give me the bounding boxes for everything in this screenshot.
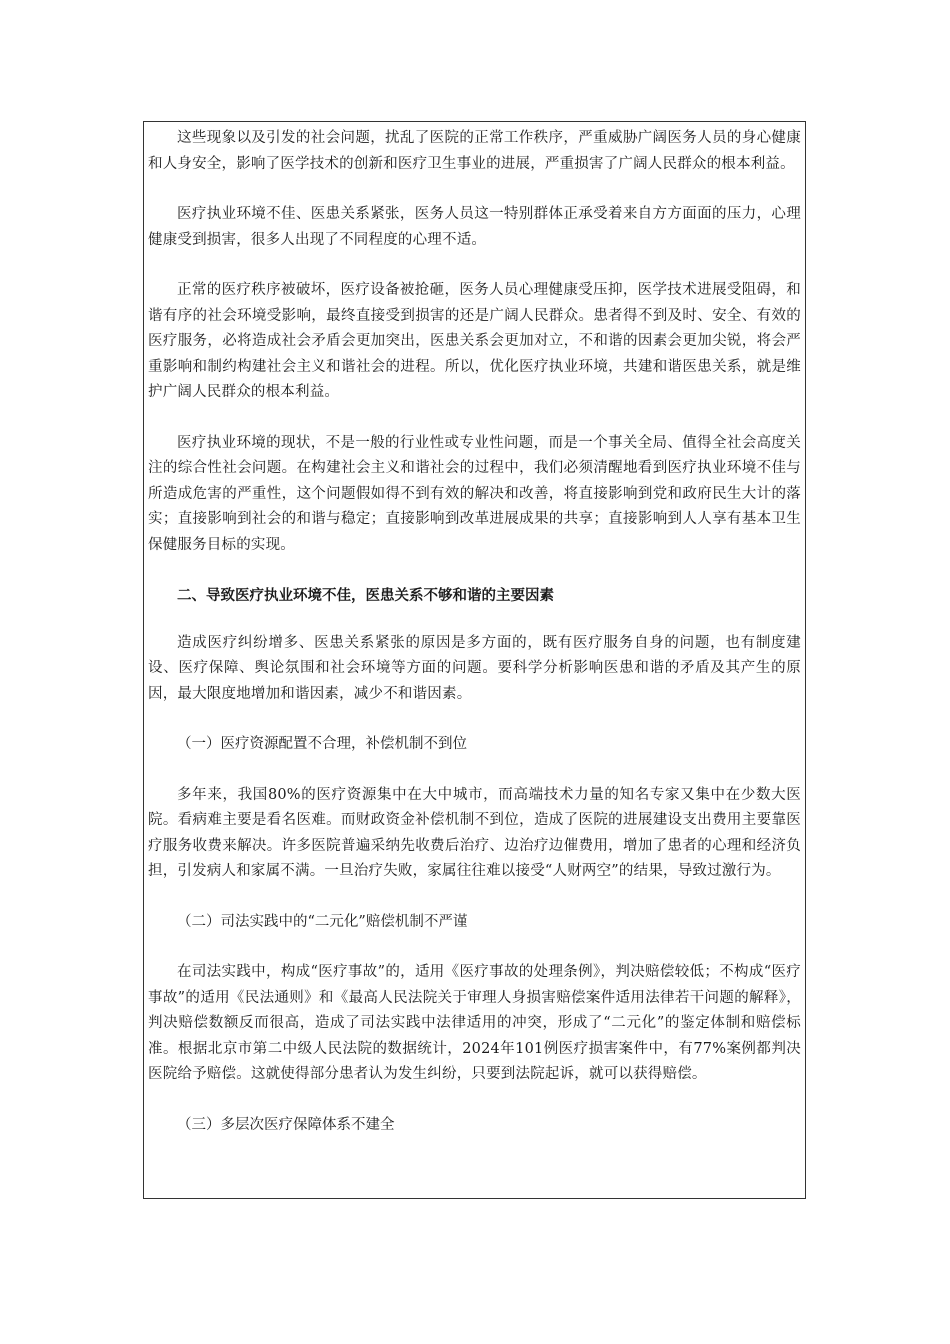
spacer <box>148 1088 801 1113</box>
spacer <box>148 707 801 732</box>
paragraph-social-problems: 这些现象以及引发的社会问题，扰乱了医院的正常工作秩序，严重威胁广阔医务人员的身心健康和人身安全，影响了医学技术的创新和医疗卫生事业的进展，严重损害了广阔人民群众的根本利益。 <box>148 130 801 172</box>
document-frame <box>143 121 806 1199</box>
paragraph-order-damaged: 正常的医疗秩序被破坏，医疗设备被抢砸，医务人员心理健康受压抑，医学技术进展受阻碍，和谐有序的社会环境受影响，最终直接受到损害的还是广阔人民群众。患者得不到及时、安全、有效的医疗服务，必将造成社会矛盾会更加突出，医患关系会更加对立，不和谐的因素会更加尖锐，将会严重影响和制约构建社会主义和谐社会的进程。所以，优化医疗执业环境，共建和谐医患关系，就是维护广阔人民群众的根本利益。 <box>148 282 801 400</box>
paragraph-staff-pressure: 医疗执业环境不佳、医患关系紧张，医务人员这一特别群体正承受着来自方方面面的压力，心理健康受到损害，很多人出现了不同程度的心理不适。 <box>148 206 801 248</box>
spacer <box>148 935 801 960</box>
paragraph-current-situation: 医疗执业环境的现状，不是一般的行业性或专业性问题，而是一个事关全局、值得全社会高度关注的综合性社会问题。在构建社会主义和谐社会的过程中，我们必须清醒地看到医疗执业环境不佳与所造成危害的严重性，这个问题假如得不到有效的解决和改善，将直接影响到党和政府民生大计的落实；直接影响到社会的和谐与稳定；直接影响到改革进展成果的共享；直接影响到人人享有基本卫生保健服务目标的实现。 <box>148 434 801 553</box>
subheading-medical-security: （三）多层次医疗保障体系不建全 <box>177 1116 395 1133</box>
spacer <box>148 253 801 278</box>
subheading-dual-compensation: （二）司法实践中的“二元化”赔偿机制不严谨 <box>177 913 468 930</box>
paragraph-resources: 多年来，我国80%的医疗资源集中在大中城市，而高端技术力量的知名专家又集中在少数大医院。看病难主要是看名医难。而财政资金补偿机制不到位，造成了医院的进展建设支出费用主要靠医疗服务收费来解决。许多医院普遍采纳先收费后治疗、边治疗边催费用，增加了患者的心理和经济负担，引发病人和家属不满。一旦治疗失败，家属往往难以接受“人财两空”的结果，导致过激行为。 <box>148 786 801 879</box>
spacer <box>148 885 801 910</box>
spacer <box>148 609 801 631</box>
spacer <box>148 758 801 783</box>
paragraph-judicial-practice: 在司法实践中，构成“医疗事故”的，适用《医疗事故的处理条例》，判决赔偿较低；不构成“医疗事故”的适用《民法通则》和《最高人民法院关于审理人身损害赔偿案件适用法律若干问题的解释》，判决赔偿数额反而很高，造成了司法实践中法律适用的冲突，形成了“二元化”的鉴定体制和赔偿标准。根据北京市第二中级人民法院的数据统计，2024年101例医疗损害案件中，有77%案例都判决医院给予赔偿。这就使得部分患者认为发生纠纷，只要到法院起诉，就可以获得赔偿。 <box>148 964 801 1082</box>
spacer <box>148 406 801 431</box>
paragraph-causes: 造成医疗纠纷增多、医患关系紧张的原因是多方面的，既有医疗服务自身的问题，也有制度建设、医疗保障、舆论氛围和社会环境等方面的问题。要科学分析影响医患和谐的矛盾及其产生的原因，最大限度地增加和谐因素，减少不和谐因素。 <box>148 634 801 702</box>
spacer <box>148 177 801 202</box>
section-heading-main-factors: 二、导致医疗执业环境不佳，医患关系不够和谐的主要因素 <box>177 587 554 604</box>
subheading-resource-allocation: （一）医疗资源配置不合理，补偿机制不到位 <box>177 736 467 752</box>
spacer <box>148 558 801 583</box>
